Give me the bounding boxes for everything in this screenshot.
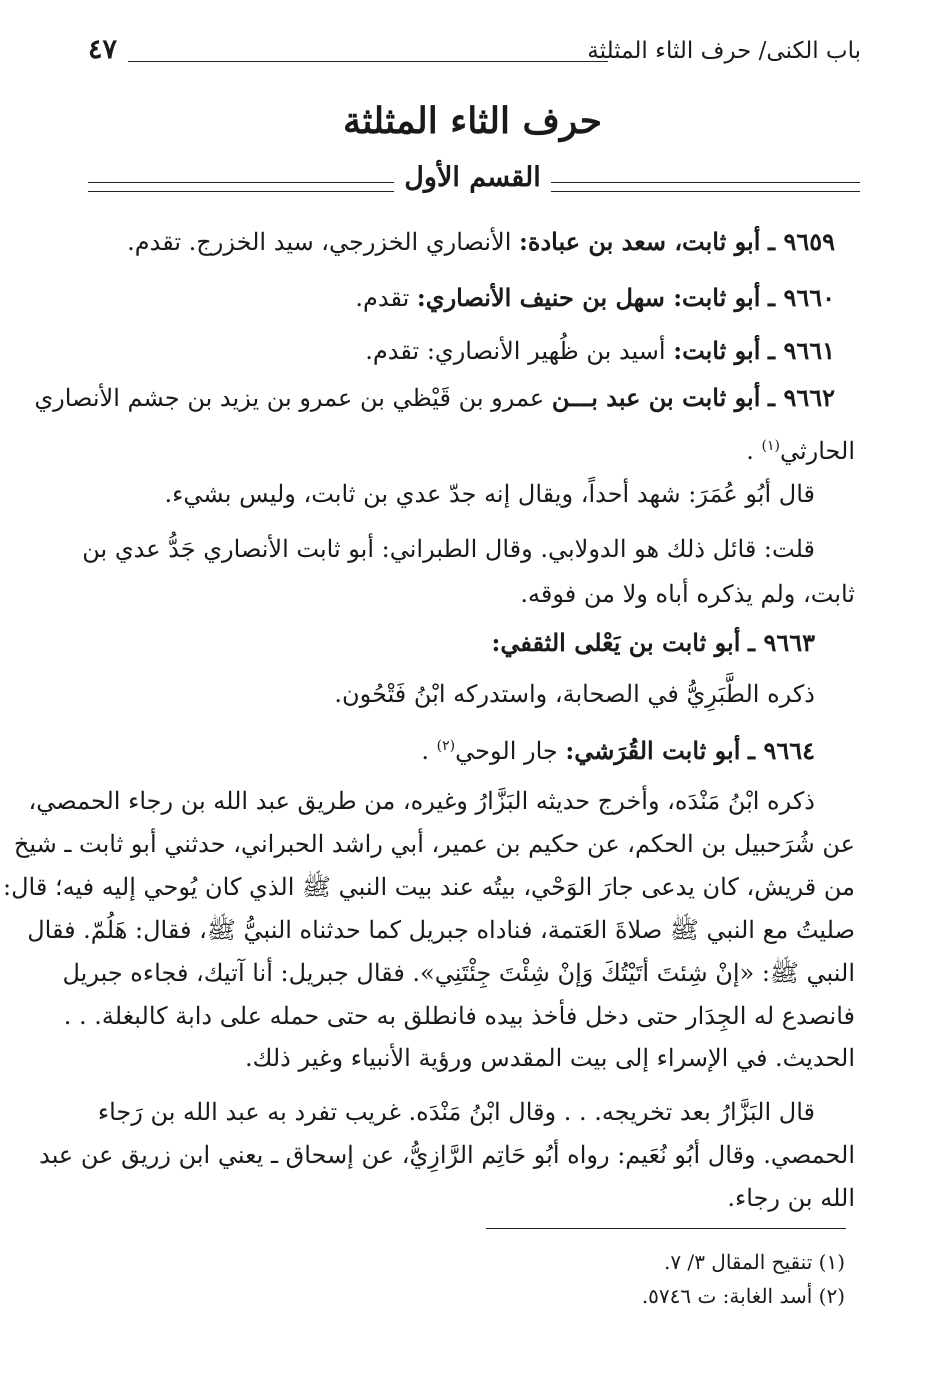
paragraph-line: الحديث. في الإسراء إلى بيت المقدس ورؤية الأنبياء وغير ذلك. bbox=[244, 1044, 855, 1072]
entry-number: ٩٦٦٠ ـ bbox=[768, 283, 835, 312]
entry-number: ٩٦٥٩ ـ bbox=[768, 227, 835, 256]
chapter-title: حرف الثاء المثلثة bbox=[343, 100, 602, 142]
footnote-1: (١) تنقيح المقال ٣/ ٧. bbox=[663, 1250, 845, 1274]
note-line-1: قلت: قائل ذلك هو الدولابي. وقال الطبراني: أبو ثابت الأنصاري جَدُّ عدي بن bbox=[82, 535, 815, 563]
paragraph2-line: الله بن رجاء. bbox=[727, 1184, 855, 1212]
running-title: باب الكنى/ حرف الثاء المثلثة bbox=[587, 38, 861, 64]
paragraph2-line: قال البَزَّارُ بعد تخريجه. . . وقال ابْنُ مَنْدَه. غريب تفرد به عبد الله بن رَجاء bbox=[97, 1098, 815, 1126]
quote-abu-umar: قال أبُو عُمَرَ: شهد أحداً، ويقال إنه جدّ عدي بن ثابت، وليس بشيء. bbox=[164, 480, 815, 508]
paragraph-line: من قريش، كان يدعى جارَ الوَحْي، بيتُه عند بيت النبي ﷺ الذي كان يُوحي إليه فيه؛ قال: bbox=[3, 873, 855, 901]
entry-number: ٩٦٦٣ ـ bbox=[748, 628, 815, 657]
header-rule bbox=[128, 61, 608, 62]
footnote-mark: (٢) bbox=[436, 738, 456, 754]
entry-9661 bbox=[365, 335, 835, 367]
entry-end: . bbox=[746, 437, 754, 465]
entry-9664 bbox=[421, 730, 815, 767]
section-title: القسم الأول bbox=[394, 162, 550, 193]
note-line-2: ثابت، ولم يذكره أباه ولا من فوقه. bbox=[520, 580, 855, 608]
paragraph2-line: الحمصي. وقال أبُو نُعَيم: رواه أبُو حَاتِم الرَّازِيُّ، عن إسحاق ـ يعني ابن زريق عن عبد bbox=[39, 1141, 855, 1169]
footnote-mark: (١) bbox=[761, 438, 780, 454]
entry-head: أبو ثابت القُرَشي: bbox=[565, 736, 741, 765]
entry-9660 bbox=[355, 282, 835, 314]
entry-head: أبو ثابت، سعد بن عبادة: bbox=[519, 227, 761, 256]
entry-head: أبو ثابت: سهل بن حنيف الأنصاري: bbox=[416, 283, 761, 312]
entry-text: الحارثي bbox=[779, 437, 855, 465]
paragraph-line: ذكره ابْنُ مَنْدَه، وأخرج حديثه البَزَّارُ وغيره، من طريق عبد الله بن رجاء الحمصي، bbox=[28, 787, 815, 815]
entry-text: الأنصاري الخزرجي، سيد الخزرج. تقدم. bbox=[127, 228, 512, 256]
entry-text: جار الوحي bbox=[455, 737, 558, 765]
paragraph-line: صليتُ مع النبي ﷺ صلاةَ العَتمة، فناداه جبريل كما حدثناه النبيُّ ﷺ، فقال: هَلُمّ. فقال bbox=[27, 916, 855, 944]
entry-9663 bbox=[491, 627, 815, 659]
entry-9659 bbox=[127, 226, 835, 258]
section-title-wrap bbox=[0, 162, 945, 193]
page-number: ٤٧ bbox=[88, 34, 118, 65]
entry-end: . bbox=[421, 737, 430, 765]
paragraph-line: عن شُرَحبيل بن الحكم، عن حكيم بن عمير، أبي راشد الحبراني، حدثني أبو ثابت ـ شيخ bbox=[13, 830, 855, 858]
entry-9662 bbox=[34, 382, 835, 414]
footnote-rule bbox=[486, 1228, 846, 1229]
entry-text: عمرو بن قَيْظي بن عمرو بن يزيد بن جشم الأنصاري bbox=[34, 384, 545, 412]
entry-number: ٩٦٦٤ ـ bbox=[748, 736, 815, 765]
paragraph-line: فانصدع له الجِدَار حتى دخل فأخذ بيده فانطلق به حتى حمله على دابة كالبغلة. . . bbox=[63, 1002, 855, 1030]
paragraph-line: النبي ﷺ: «إنْ شِئتَ أتَيْتُكَ وَإنْ شِئْتَ جِئْتَنِي». فقال جبريل: أنا آتيك، فجاءه جبريل bbox=[62, 959, 855, 987]
entry-number: ٩٦٦١ ـ bbox=[768, 336, 835, 365]
footnote-2: (٢) أسد الغابة: ت ٥٧٤٦. bbox=[641, 1284, 845, 1308]
entry-head: أبو ثابت بن عبد بـــن bbox=[551, 383, 761, 412]
entry-number: ٩٦٦٢ ـ bbox=[768, 383, 835, 412]
entry-text: أسيد بن ظُهير الأنصاري: تقدم. bbox=[365, 337, 666, 365]
entry-text: تقدم. bbox=[355, 284, 410, 312]
entry-9663-text: ذكره الطَّبَرِيُّ في الصحابة، واستدركه ابْنُ فَتْحُون. bbox=[334, 680, 815, 708]
entry-head: أبو ثابت: bbox=[673, 336, 761, 365]
entry-9662-line2 bbox=[746, 430, 855, 467]
entry-head: أبو ثابت بن يَعْلى الثقفي: bbox=[491, 628, 741, 657]
